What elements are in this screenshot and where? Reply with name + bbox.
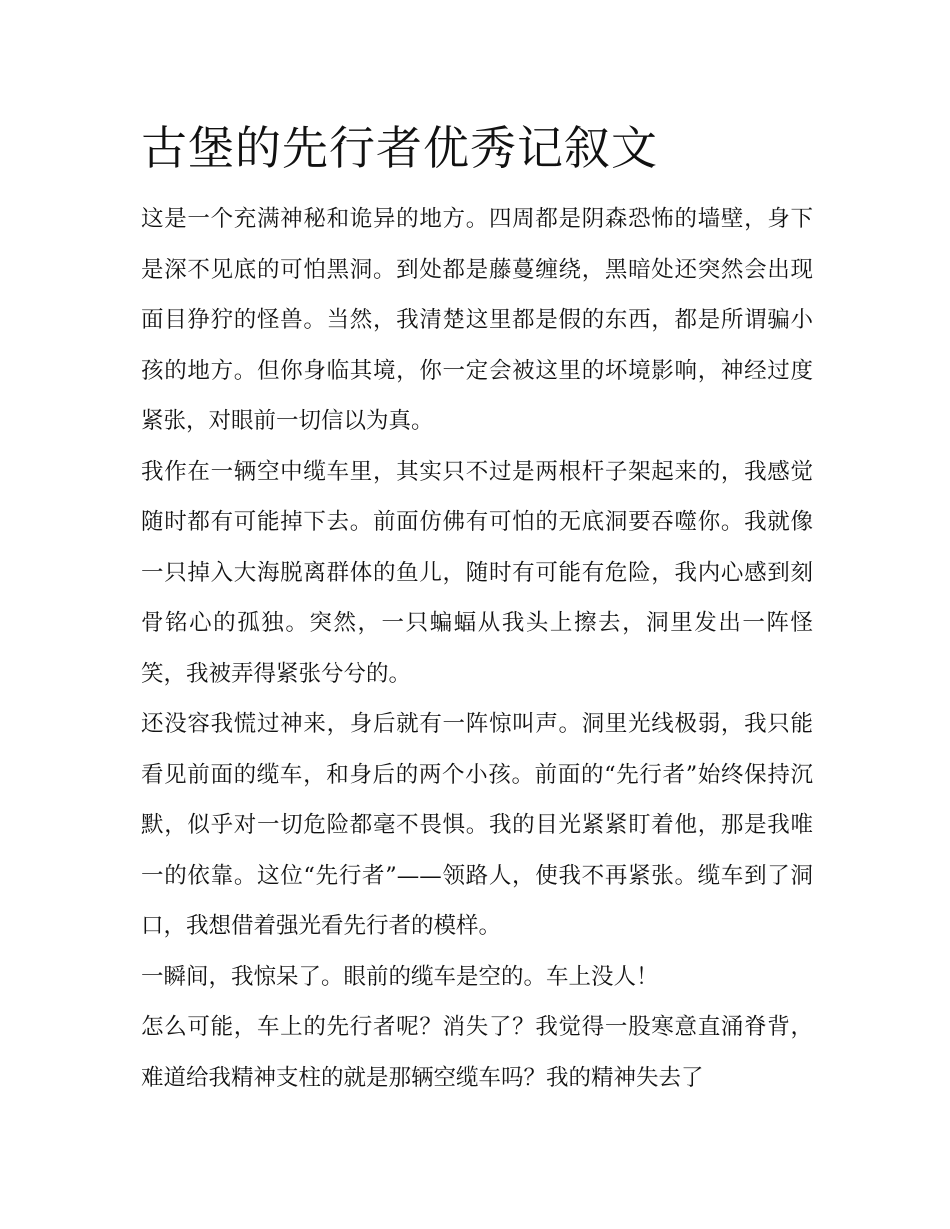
paragraph-5: 怎么可能，车上的先行者呢？消失了？我觉得一股寒意直涌脊背，难道给我精神支柱的就是那辆空缆车吗？我的精神失去了 bbox=[141, 1014, 813, 1091]
document-title: 古堡的先行者优秀记叙文 bbox=[141, 121, 658, 175]
paragraph-1: 这是一个充满神秘和诡异的地方。四周都是阴森恐怖的墙壁，身下是深不见底的可怕黑洞。到处都是藤蔓缠绕，黑暗处还突然会出现面目狰狞的怪兽。当然，我清楚这里都是假的东西，都是所谓骗小孩的地方。但你身临其境，你一定会被这里的坏境影响，神经过度紧张，对眼前一切信以为真。 bbox=[141, 206, 813, 434]
document-page bbox=[141, 110, 813, 1103]
paragraph-3: 还没容我慌过神来，身后就有一阵惊叫声。洞里光线极弱，我只能看见前面的缆车，和身后的两个小孩。前面的“先行者”始终保持沉默，似乎对一切危险都毫不畏惧。我的目光紧紧盯着他，那是我唯一的依靠。这位“先行者”——领路人，使我不再紧张。缆车到了洞口，我想借着强光看先行者的模样。 bbox=[141, 711, 813, 939]
document-body bbox=[141, 194, 813, 1103]
paragraph-4: 一瞬间，我惊呆了。眼前的缆车是空的。车上没人！ bbox=[141, 963, 659, 990]
paragraph-2: 我作在一辆空中缆车里，其实只不过是两根杆子架起来的，我感觉随时都有可能掉下去。前面仿佛有可怕的无底洞要吞噬你。我就像一只掉入大海脱离群体的鱼儿，随时有可能有危险，我内心感到刻骨铭心的孤独。突然，一只蝙蝠从我头上擦去，洞里发出一阵怪笑，我被弄得紧张兮兮的。 bbox=[141, 458, 813, 687]
